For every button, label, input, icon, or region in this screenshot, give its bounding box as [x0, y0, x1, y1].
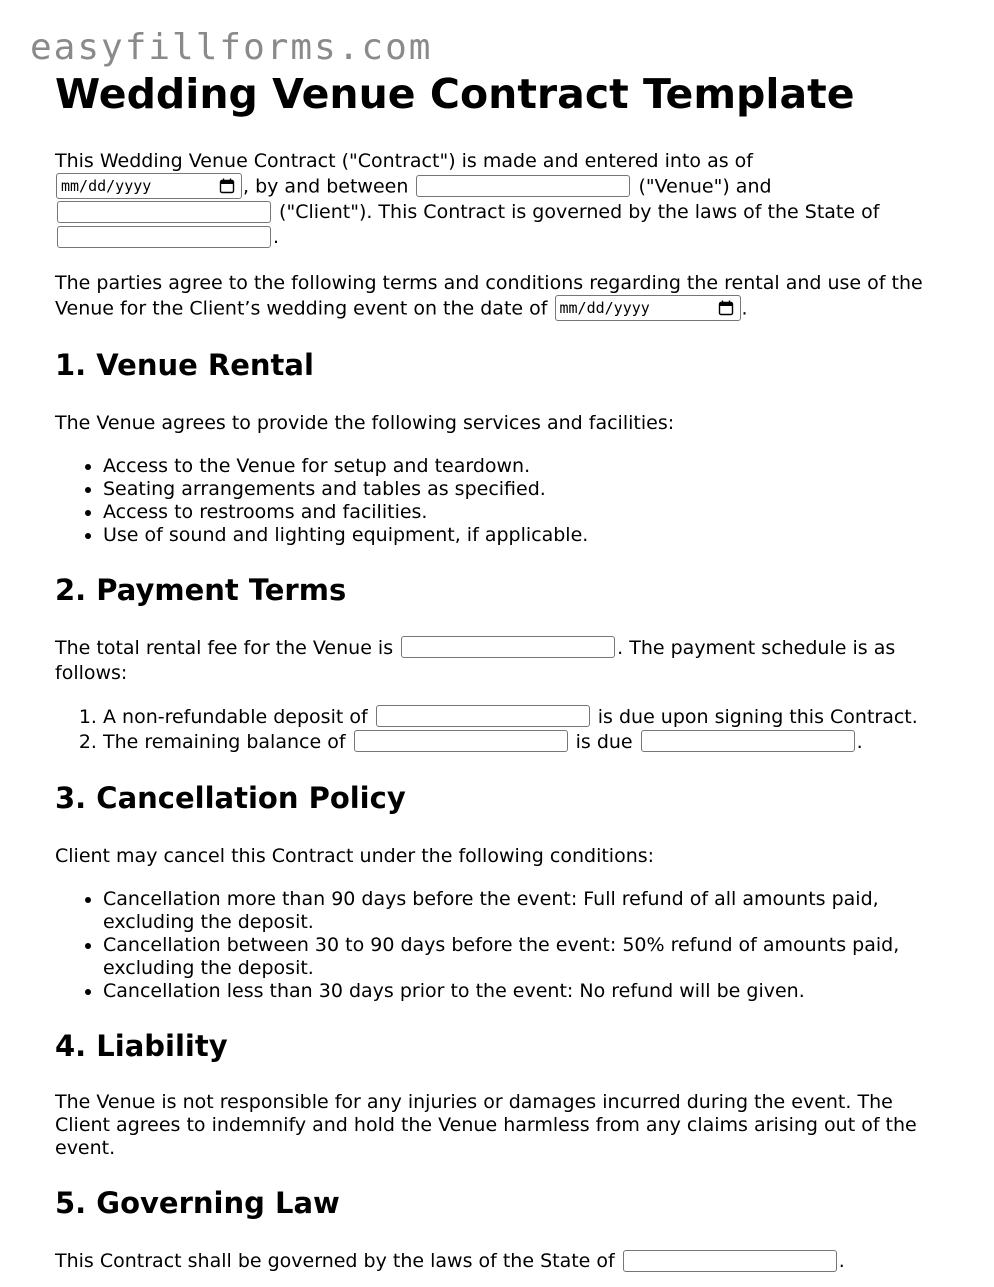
governing-law-text: This Contract shall be governed by the laws of the State of: [55, 1250, 615, 1273]
list-item: • Cancellation more than 90 days before the event: Full refund of all amounts paid, excluding the deposit.: [103, 888, 945, 934]
calendar-icon[interactable]: [718, 300, 734, 316]
list-item: • Cancellation between 30 to 90 days before the event: 50% refund of amounts paid, excluding the deposit.: [103, 934, 945, 980]
list-item: • Access to restrooms and facilities.: [103, 501, 945, 524]
contract-date-input[interactable]: [56, 173, 242, 199]
list-item: • Seating arrangements and tables as specified.: [103, 478, 945, 501]
cancellation-conditions-list: [55, 888, 945, 1003]
balance-amount-field[interactable]: [354, 730, 568, 752]
governing-law-state-field[interactable]: [623, 1250, 837, 1272]
intro-text-2: , by and between: [243, 175, 409, 198]
event-date-placeholder: mm/dd/yyyy: [559, 298, 650, 317]
payment-schedule-list: [55, 705, 945, 755]
cancellation-intro: Client may cancel this Contract under the following conditions:: [55, 844, 655, 867]
event-date-input[interactable]: [555, 295, 741, 321]
page-title: Wedding Venue Contract Template: [55, 70, 855, 118]
section-heading-liability: 4. Liability: [55, 1028, 228, 1063]
deposit-text-end: is due upon signing this Contract.: [597, 705, 918, 728]
balance-text-end: .: [856, 730, 863, 753]
section-heading-governing-law: 5. Governing Law: [55, 1186, 340, 1221]
contract-date-placeholder: mm/dd/yyyy: [61, 176, 152, 195]
intro-text-5: .: [273, 226, 280, 249]
governing-law-text-end: .: [838, 1250, 845, 1273]
section-heading-payment-terms: 2. Payment Terms: [55, 572, 347, 607]
total-fee-field[interactable]: [401, 636, 615, 658]
intro-paragraph: [55, 149, 945, 250]
client-name-field[interactable]: [57, 201, 271, 223]
list-item: • Cancellation less than 30 days prior to the event: No refund will be given.: [103, 980, 945, 1003]
intro-text-3: ("Venue") and: [638, 175, 772, 198]
balance-text: The remaining balance of: [103, 730, 346, 753]
balance-due-text: is due: [575, 730, 633, 753]
governing-law-paragraph: [55, 1249, 945, 1274]
venue-rental-intro: The Venue agrees to provide the following services and facilities:: [55, 411, 675, 434]
agreement-paragraph: [55, 271, 945, 322]
intro-text-1: This Wedding Venue Contract ("Contract") is made and entered into as of: [55, 150, 753, 173]
agreement-text-end: .: [741, 297, 748, 320]
list-item: [103, 730, 945, 755]
deposit-amount-field[interactable]: [376, 705, 590, 727]
payment-text-1: The total rental fee for the Venue is: [55, 636, 394, 659]
payment-text-2: . The payment schedule is as follows:: [55, 636, 896, 684]
document-body: [55, 70, 945, 1274]
liability-text: The Venue is not responsible for any injuries or damages incurred during the event. The Client agrees to indemnify and hold the Venue harmless from any claims arising out of the event.: [55, 1091, 917, 1160]
governing-state-field[interactable]: [57, 226, 271, 248]
agreement-text: The parties agree to the following terms and conditions regarding the rental and use of the Venue for the Client’s wedding event on the date of: [55, 272, 923, 320]
balance-due-date-field[interactable]: [641, 730, 855, 752]
section-heading-cancellation-policy: 3. Cancellation Policy: [55, 780, 406, 815]
list-item: [103, 705, 945, 730]
deposit-text: A non-refundable deposit of: [103, 705, 368, 728]
calendar-icon[interactable]: [219, 178, 235, 194]
list-item: • Use of sound and lighting equipment, if applicable.: [103, 524, 945, 547]
section-heading-venue-rental: 1. Venue Rental: [55, 348, 314, 383]
venue-name-field[interactable]: [416, 175, 630, 197]
watermark: easyfillforms.com: [30, 27, 433, 68]
intro-text-4: ("Client"). This Contract is governed by the laws of the State of: [279, 201, 880, 224]
payment-paragraph: [55, 636, 945, 686]
venue-services-list: [55, 455, 945, 547]
list-item: • Access to the Venue for setup and teardown.: [103, 455, 945, 478]
